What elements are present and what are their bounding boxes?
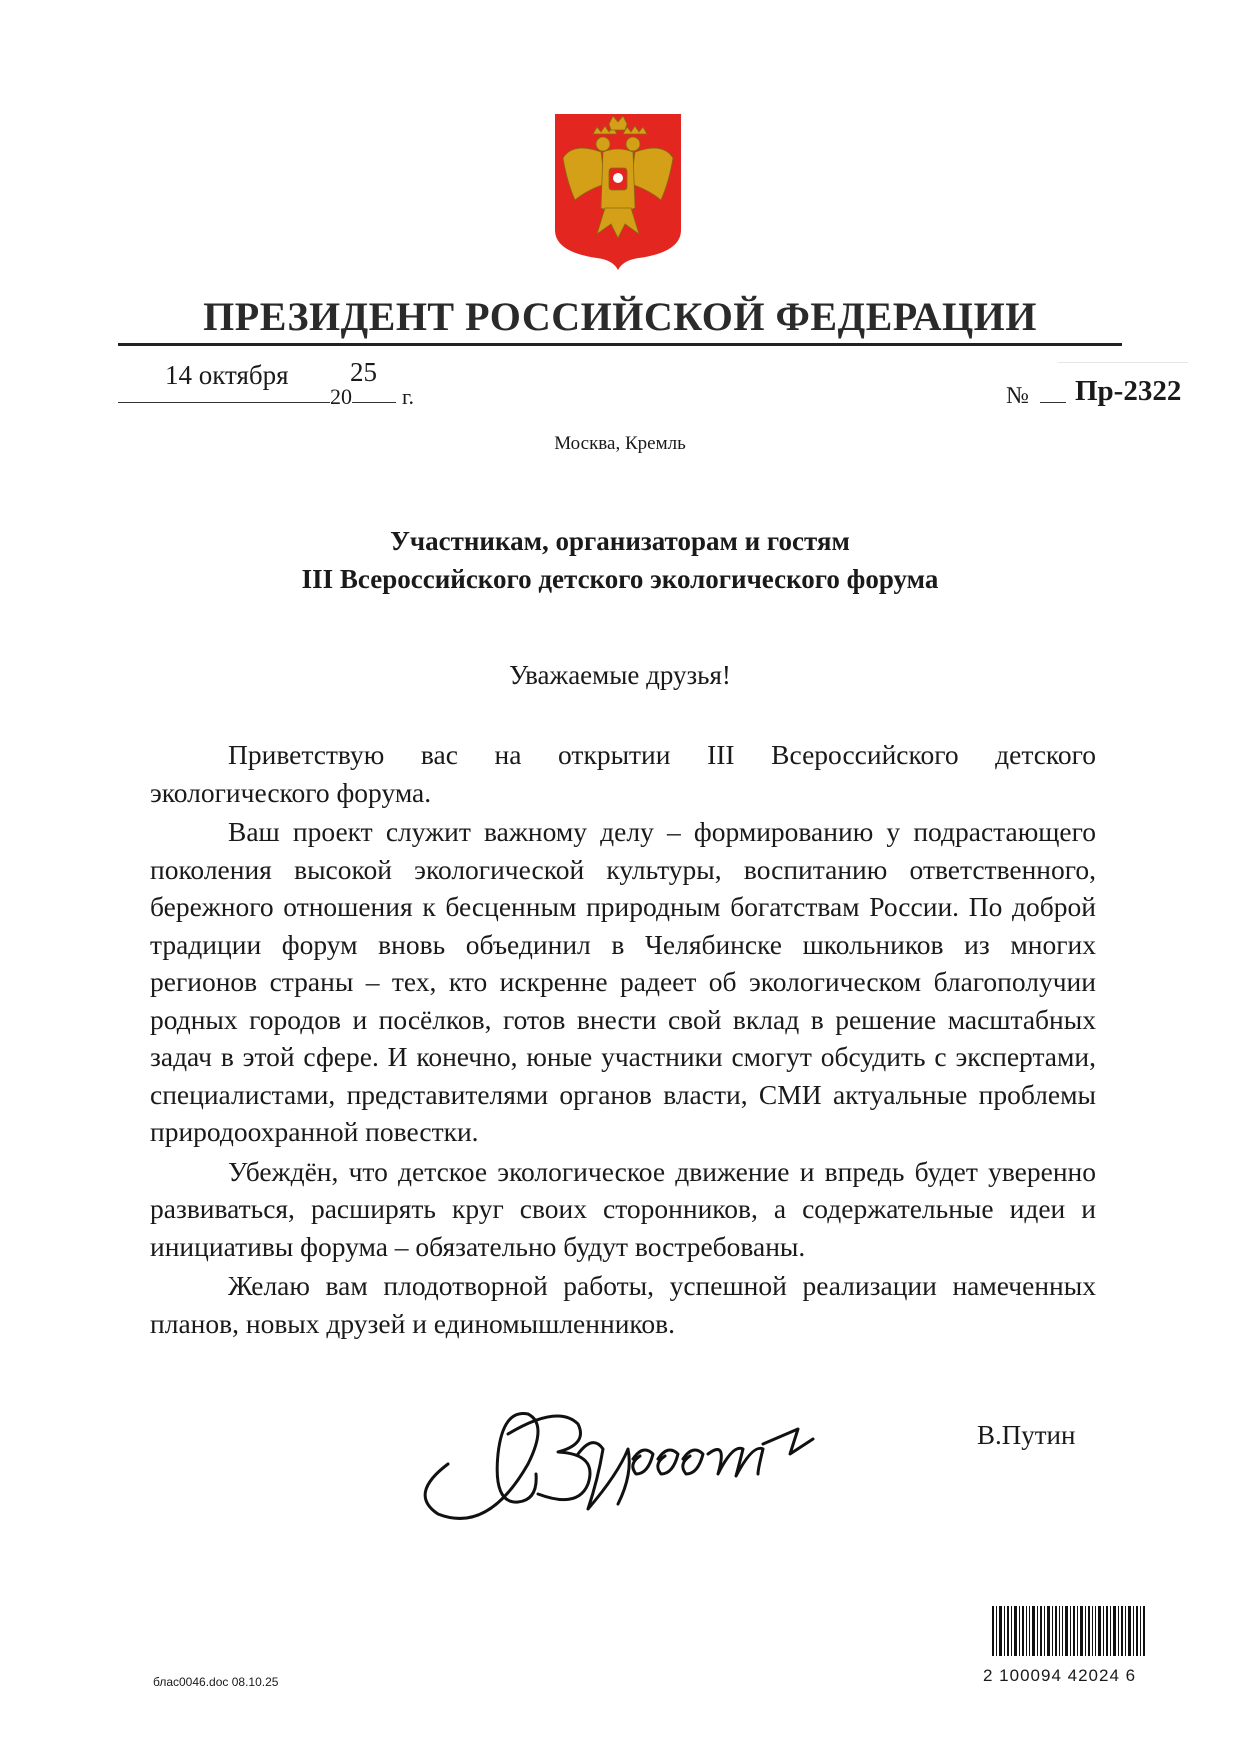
- coat-of-arms-emblem: [553, 112, 683, 270]
- letter-body: [150, 736, 1096, 1344]
- barcode: [990, 1600, 1150, 1658]
- salutation: Уважаемые друзья!: [509, 660, 731, 690]
- document-heading: ПРЕЗИДЕНТ РОССИЙСКОЙ ФЕДЕРАЦИИ: [203, 294, 1037, 339]
- number-underline: [1040, 402, 1066, 403]
- addressee-line-2: III Всероссийского детского экологического форума: [301, 564, 939, 594]
- year-underline: [352, 402, 396, 403]
- addressee: [0, 522, 1240, 598]
- document-number: Пр-2322: [1075, 375, 1182, 407]
- number-sign: №: [1006, 383, 1029, 409]
- number-field-border: [1058, 362, 1188, 363]
- file-reference: блас0046.doc 08.10.25: [153, 1675, 279, 1689]
- barcode-number: 2 100094 42024 6: [983, 1666, 1137, 1685]
- heading-rule: [118, 343, 1122, 346]
- signer-name: В.Путин: [977, 1420, 1076, 1450]
- paragraph: Желаю вам плодотворной работы, успешной реализации намеченных планов, новых друзей и единомышленников.: [150, 1270, 1096, 1339]
- date-underline: [118, 402, 330, 403]
- paragraph: Убеждён, что детское экологическое движение и впредь будет уверенно развиваться, расширять круг своих сторонников, а содержательные идеи и инициативы форума – обязательно будут востребованы.: [150, 1155, 1096, 1262]
- date-century: 20: [330, 384, 352, 409]
- date-suffix: г.: [402, 384, 415, 409]
- paragraph: Приветствую вас на открытии III Всероссийского детского экологического форума.: [150, 739, 1096, 808]
- date-day-month: 14 октября: [165, 360, 289, 390]
- place-of-issue: Москва, Кремль: [554, 433, 686, 454]
- paragraph: Ваш проект служит важному делу – формированию у подрастающего поколения высокой экологической культуры, воспитанию ответственного, бережного отношения к бесценным природным богатствам России. По доброй традиции форум вновь объединил в Челябинске школьников из многих регионов страны – тех, кто искренне радеет об экологическом благополучии родных городов и посёлков, готов внести свой вклад в решение масштабных задач в этой сфере. И конечно, юные участники смогут обсудить с экспертами, специалистами, представителями органов власти, СМИ актуальные проблемы природоохранной повестки.: [150, 816, 1096, 1147]
- date-year: 25: [350, 357, 377, 387]
- handwritten-signature: [418, 1394, 858, 1534]
- addressee-line-1: Участникам, организаторам и гостям: [390, 526, 850, 556]
